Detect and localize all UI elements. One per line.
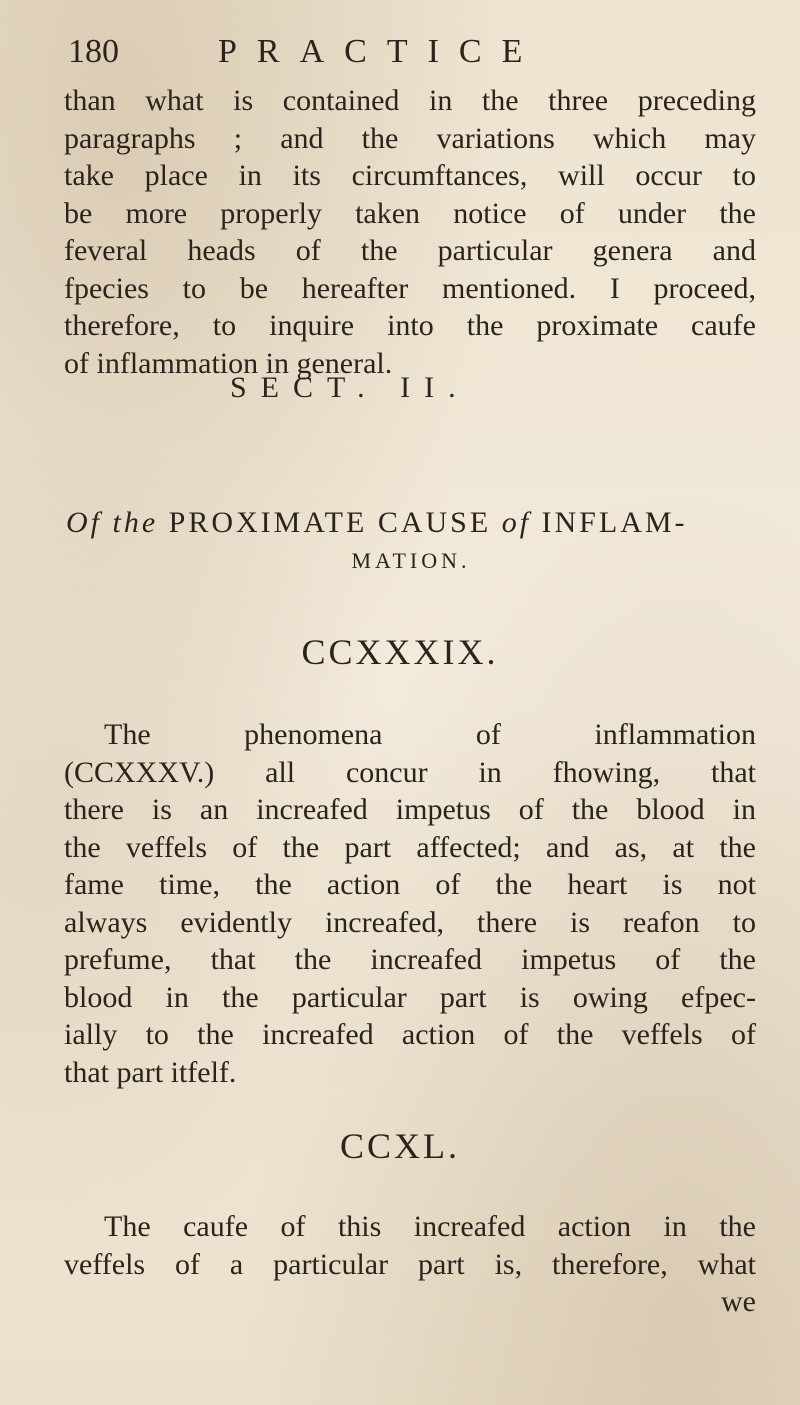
text-line: paragraphs ; and the variations which may — [64, 121, 756, 155]
section-title-of: Of — [66, 506, 102, 539]
text-line: veffels of a particular part is, therefore, what — [64, 1247, 756, 1281]
section-title-line-2: MATION. — [351, 548, 471, 573]
catchword: we — [721, 1285, 756, 1318]
text-line: (CCXXXV.) all concur in fhowing, that — [64, 755, 756, 789]
text-line: of inflammation in general. — [64, 346, 393, 380]
text-line: fame time, the action of the heart is not — [64, 868, 756, 901]
section-title-the: the — [112, 506, 159, 539]
text-line: than what is contained in the three preceding — [64, 84, 756, 117]
section-title-main: PROXIMATE CAUSE — [168, 506, 492, 539]
text-line: there is an increafed impetus of the blood in — [64, 793, 756, 826]
section-title-inflam: INFLAM- — [541, 506, 688, 539]
text-line: fpecies to be hereafter mentioned. I proceed, — [64, 271, 756, 305]
paragraph-number-heading: CCXXXIX. — [301, 632, 499, 672]
text-line: ially to the increafed action of the veffels of — [64, 1018, 756, 1051]
text-line: always evidently increafed, there is reafon to — [64, 905, 756, 939]
text-line: blood in the particular part is owing efpec- — [64, 980, 756, 1014]
text-line: prefume, that the increafed impetus of the — [64, 943, 756, 976]
text-line: the veffels of the part affected; and as, at the — [64, 830, 756, 864]
text-line: The caufe of this increafed action in the — [104, 1210, 756, 1243]
paragraph-continuation — [64, 82, 756, 382]
running-title: PRACTICE — [218, 33, 543, 70]
section-heading: SECT. II. — [230, 371, 470, 404]
text-line: be more properly taken notice of under the — [64, 196, 756, 230]
paragraph-ccxl — [64, 1208, 756, 1321]
section-title-of-2: of — [501, 506, 532, 539]
page-number: 180 — [68, 33, 119, 70]
text-line: therefore, to inquire into the proximate caufe — [64, 309, 756, 342]
text-line: The phenomena of inflammation — [104, 718, 756, 751]
text-line: feveral heads of the particular genera and — [64, 234, 756, 267]
paragraph-number-heading: CCXL. — [339, 1126, 460, 1166]
paragraph-ccxxxix — [64, 716, 756, 1091]
text-line: that part itfelf. — [64, 1055, 237, 1089]
running-head — [68, 30, 748, 80]
section-title — [66, 504, 756, 580]
text-line: take place in its circumftances, will occur to — [64, 159, 756, 192]
